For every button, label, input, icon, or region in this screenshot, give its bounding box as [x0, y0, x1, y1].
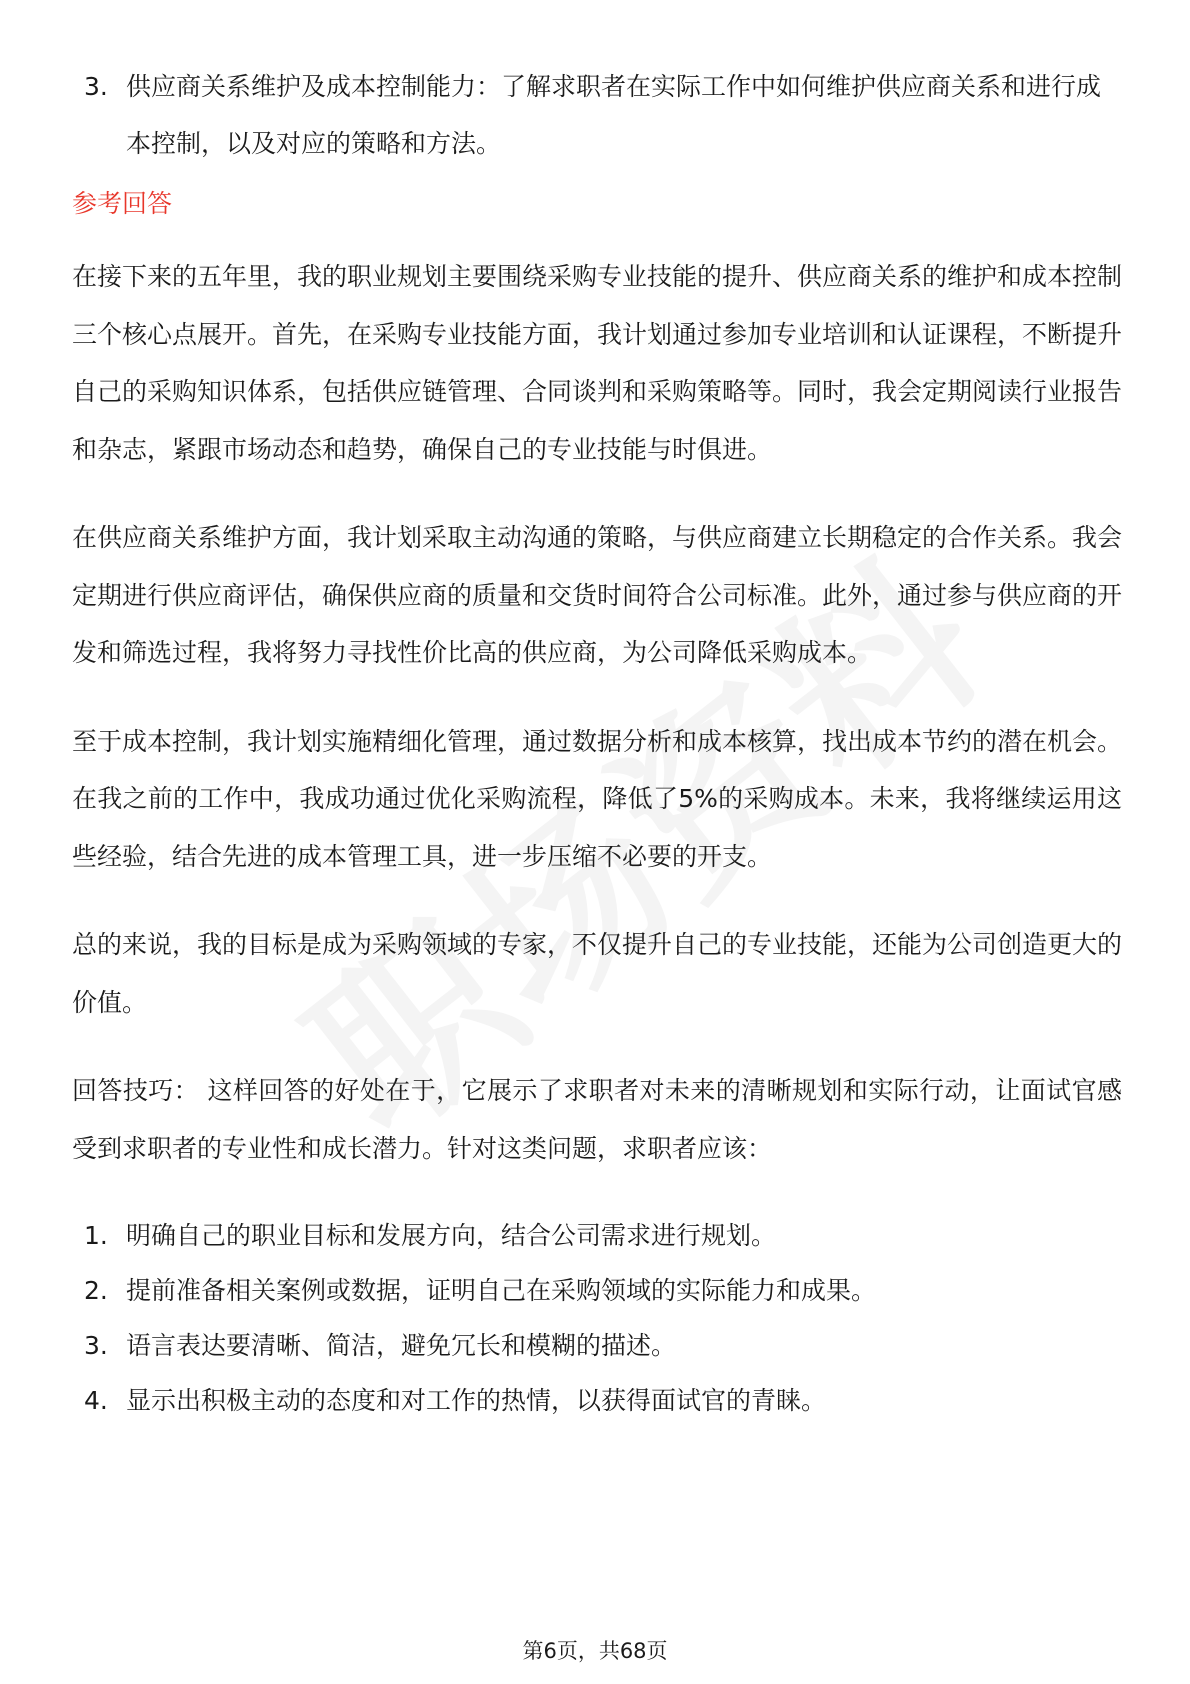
list-item-number: 2.	[84, 1276, 108, 1305]
list-item	[72, 1318, 1122, 1373]
list-item-text: 明确自己的职业目标和发展方向，结合公司需求进行规划。	[126, 1221, 777, 1250]
answer-paragraph-2: 在供应商关系维护方面，我计划采取主动沟通的策略，与供应商建立长期稳定的合作关系。我会定期进行供应商评估，确保供应商的质量和交货时间符合公司标准。此外，通过参与供应商的开发和筛选过程，我将努力寻找性价比高的供应商，为公司降低采购成本。	[72, 523, 1123, 667]
list-item	[72, 1373, 1122, 1428]
list-item-text: 语言表达要清晰、简洁，避免冗长和模糊的描述。	[126, 1331, 677, 1360]
answer-paragraph-4: 总的来说，我的目标是成为采购领域的专家，不仅提升自己的专业技能，还能为公司创造更大的价值。	[72, 930, 1123, 1017]
list-item-number: 4.	[84, 1386, 108, 1415]
list-item-text: 显示出积极主动的态度和对工作的热情，以获得面试官的青睐。	[126, 1386, 827, 1415]
list-item-number: 3.	[84, 1331, 108, 1360]
section-heading: 参考回答	[72, 189, 173, 218]
list-item	[72, 1263, 1122, 1318]
tips-intro-paragraph: 回答技巧： 这样回答的好处在于，它展示了求职者对未来的清晰规划和实际行动，让面试官感受到求职者的专业性和成长潜力。针对这类问题，求职者应该：	[72, 1076, 1122, 1163]
answer-paragraph-3: 至于成本控制，我计划实施精细化管理，通过数据分析和成本核算，找出成本节约的潜在机会。在我之前的工作中，我成功通过优化采购流程，降低了5%的采购成本。未来，我将继续运用这些经验，结合先进的成本管理工具，进一步压缩不必要的开支。	[72, 726, 1123, 871]
tips-list	[72, 1208, 1122, 1428]
answer-paragraph-1: 在接下来的五年里，我的职业规划主要围绕采购专业技能的提升、供应商关系的维护和成本控制三个核心点展开。首先，在采购专业技能方面，我计划通过参加专业培训和认证课程，不断提升自己的采购知识体系，包括供应链管理、合同谈判和采购策略等。同时，我会定期阅读行业报告和杂志，紧跟市场动态和趋势，确保自己的专业技能与时俱进。	[72, 262, 1123, 464]
page-footer: 第6页，共68页	[522, 1639, 668, 1663]
list-item	[72, 58, 1122, 172]
list-item-text: 提前准备相关案例或数据，证明自己在采购领域的实际能力和成果。	[126, 1276, 877, 1305]
list-item	[72, 1208, 1122, 1263]
page-content	[72, 58, 1122, 1428]
list-item-text: 供应商关系维护及成本控制能力：了解求职者在实际工作中如何维护供应商关系和进行成本控制，以及对应的策略和方法。	[126, 72, 1102, 158]
list-item-number: 3.	[84, 72, 108, 101]
list-item-number: 1.	[84, 1221, 108, 1250]
